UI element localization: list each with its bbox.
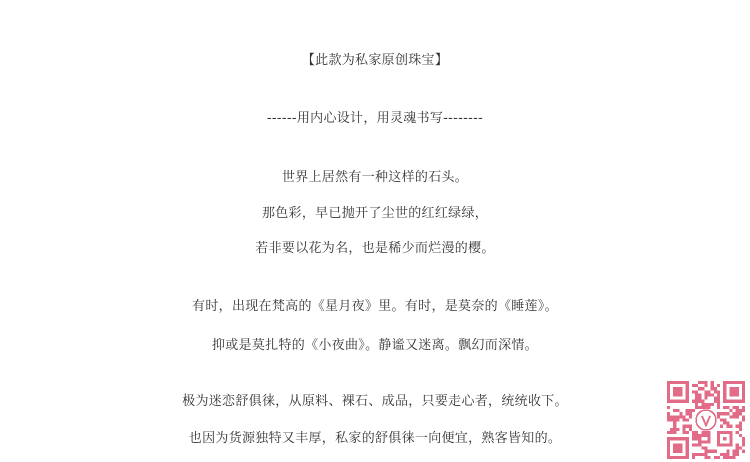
stanza2-line1: 有时，出现在梵高的《星月夜》里。有时，是莫奈的《睡莲》。 xyxy=(192,299,558,314)
stanza3-line1: 极为迷恋舒俱徕，从原料、裸石、成品，只要走心者，统统收下。 xyxy=(182,394,568,409)
stanza1-line3: 若非要以花为名，也是稀少而烂漫的樱。 xyxy=(255,241,495,256)
stanza3-line2: 也因为货源独特又丰厚，私家的舒俱徕一向便宜，熟客皆知的。 xyxy=(188,431,562,446)
qr-code-icon[interactable] xyxy=(667,381,745,459)
stanza1-line1: 世界上居然有一种这样的石头。 xyxy=(281,170,469,185)
stanza2-line2: 抑或是莫扎特的《小夜曲》。静谧又迷离。飘幻而深情。 xyxy=(211,338,538,353)
stanza1-line2: 那色彩，早已抛开了尘世的红红绿绿， xyxy=(261,206,489,221)
description-title: 【此款为私家原创珠宝】 xyxy=(301,53,449,68)
description-tagline: ------用内心设计，用灵魂书写-------- xyxy=(266,111,484,126)
